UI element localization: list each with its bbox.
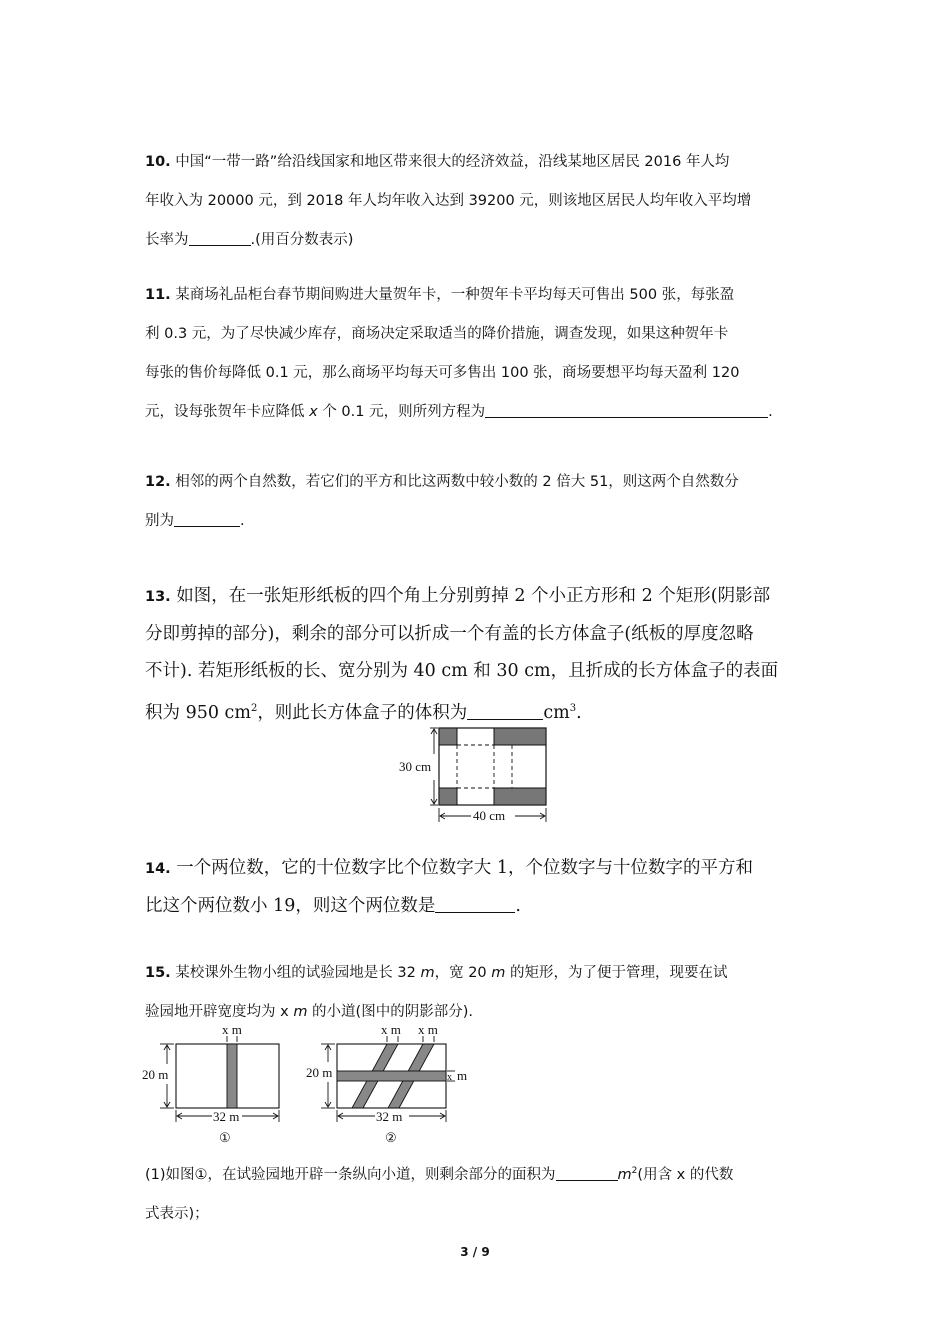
q15-text-1b: ，宽 20 [434,965,492,981]
q14-line-2 [145,888,810,925]
q13-text-1: 如图，在一张矩形纸板的四个角上分别剪掉 2 个小正方形和 2 个矩形(阴影部 [176,586,771,606]
question-15-part-1 [145,1152,810,1234]
answer-blank [556,1165,618,1181]
q11-number: 11. [145,287,171,303]
fig-height-label: 30 cm [399,759,432,774]
q15-part1-text-a: (1)如图①，在试验园地开辟一条纵向小道，则剩余部分的面积为 [145,1166,556,1183]
question-13 [145,578,810,732]
question-14 [145,850,810,925]
fig-width-label: 40 cm [473,808,506,823]
answer-blank [189,231,251,247]
q11-line-1 [145,276,810,315]
cut-rect-top-right [494,728,546,745]
fig1-height-label: 20 m [142,1067,169,1082]
q10-text-1: 中国“一带一路”给沿线国家和地区带来很大的经济效益，沿线某地区居民 2016 年人均 [175,154,730,170]
q15-part1-line-2: 式表示)； [145,1205,209,1222]
q11-line-4 [145,393,810,432]
fig2-width-label: 32 m [376,1109,403,1124]
q15-number: 15. [145,965,171,981]
fig1-path [227,1044,237,1108]
q11-var-x: x [309,404,318,420]
q15-text-2b: 的小道(图中的阴影部分). [307,1004,473,1020]
fig2-x2-label: x m [418,1022,438,1037]
q11-line-2: 利 0.3 元，为了尽快减少库存，商场决定采取适当的降价措施，调查发现，如果这种贺年卡 [145,326,729,342]
height-dimension [430,728,438,805]
q11-line-3: 每张的售价每降低 0.1 元，那么商场平均每天可多售出 100 张，商场要想平均每天盈利 120 [145,365,740,381]
fig2-side-x: x [447,1072,452,1083]
cut-rect-bottom-right [494,788,546,805]
fig1-caption: ① [219,1130,231,1145]
q13-sup-2: 2 [250,703,258,714]
q15-unit-m: m [491,965,506,981]
q14-text-1: 一个两位数，它的十位数字比个位数字大 1，个位数字与十位数字的平方和 [176,858,753,878]
q10-line-3 [145,221,810,260]
q13-sup-3: 3 [569,703,577,714]
q10-number: 10. [145,154,171,170]
cut-square-top-left [439,728,457,745]
fig1-x-label: x m [222,1022,242,1037]
fig1-width-label: 32 m [213,1109,240,1124]
q15-unit-m: m [420,965,435,981]
q13-figure [398,724,550,826]
q10-text-3b: .(用百分数表示) [250,232,354,248]
q13-number: 13. [145,589,171,605]
q12-text-2b: . [240,513,245,529]
q14-text-2b: . [515,896,521,916]
q12-line-1 [145,463,810,502]
q13-line-3: 不计). 若矩形纸板的长、宽分别为 40 cm 和 30 cm，且折成的长方体盒子的表面 [145,661,779,681]
q15-text-2a: 验园地开辟宽度均为 x [145,1004,294,1020]
q15-part1-text-b: (用含 x 的代数 [637,1166,734,1183]
question-15 [145,954,810,1032]
q15-part1-line-1 [145,1152,810,1195]
q11-text-4b: 个 0.1 元，则所列方程为 [322,404,486,420]
q13-line-2: 分即剪掉的部分)，剩余的部分可以折成一个有盖的长方体盒子(纸板的厚度忽略 [145,624,754,644]
q12-line-2 [145,502,810,541]
q12-text-2a: 别为 [145,513,174,529]
q15-line-1 [145,954,810,993]
q15-figure-2 [305,1022,475,1146]
answer-blank [485,403,768,419]
q12-text-1: 相邻的两个自然数，若它们的平方和比这两数中较小数的 2 倍大 51，则这两个自然数分 [175,474,739,490]
answer-blank [435,895,515,914]
q11-text-1: 某商场礼品柜台春节期间购进大量贺年卡，一种贺年卡平均每天可售出 500 张，每张盈 [175,287,735,303]
fig2-side-m: m [457,1068,468,1083]
fig2-caption: ② [385,1130,397,1145]
q13-text-4d: . [576,702,582,723]
page-number: 3 / 9 [460,1245,490,1259]
fig2-height-label: 20 m [306,1065,333,1080]
cut-square-bottom-left [439,788,457,805]
q14-line-1 [145,850,810,888]
q11-text-4a: 元，设每张贺年卡应降低 [145,404,305,420]
q15-text-1c: 的矩形，为了便于管理，现要在试 [505,965,728,981]
fig2-path-horizontal [337,1071,446,1081]
q11-text-4c: . [768,404,773,420]
answer-blank [174,512,240,528]
q15-part1-sup: 2 [631,1166,638,1176]
q10-line-1 [145,143,810,182]
question-11 [145,276,810,432]
q14-number: 14. [145,861,171,877]
q14-text-2a: 比这个两位数小 19，则这个两位数是 [145,896,436,916]
q10-line-2: 年收入为 20000 元，到 2018 年人均年收入达到 39200 元，则该地区居民人均年收入平均增 [145,193,752,209]
fig2-x1-label: x m [381,1022,401,1037]
question-12 [145,463,810,541]
q15-part1-unit: m [617,1166,632,1183]
q10-text-3a: 长率为 [145,232,189,248]
q15-unit-m: m [293,1004,308,1020]
q13-text-4a: 积为 950 cm [145,702,251,723]
q13-line-1 [145,578,810,616]
question-10 [145,143,810,260]
q12-number: 12. [145,474,171,490]
q15-figure-1 [140,1022,285,1146]
q13-text-4c: cm [543,702,570,723]
q13-text-4b: ，则此长方体盒子的体积为 [257,702,468,723]
q15-text-1a: 某校课外生物小组的试验园地是长 32 [175,965,421,981]
answer-blank [467,701,543,720]
